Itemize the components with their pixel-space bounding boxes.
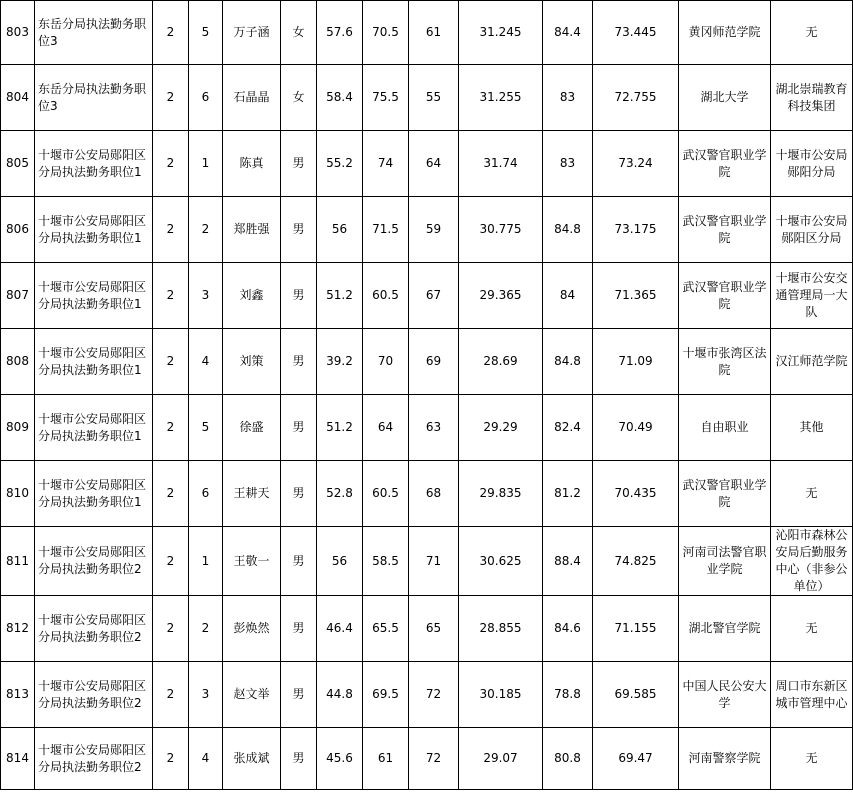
total-score-cell: 71.155 [593,596,679,662]
position-cell: 十堰市公安局郧阳区分局执法勤务职位1 [35,263,153,329]
score-2-cell: 70 [363,329,409,395]
score-1-cell: 44.8 [317,662,363,728]
quota-cell: 2 [153,461,189,527]
name-cell: 石晶晶 [223,65,281,131]
quota-cell: 2 [153,197,189,263]
serial-number-cell: 812 [1,596,35,662]
interview-score-cell: 78.8 [543,662,593,728]
table-row [1,263,853,329]
score-1-cell: 39.2 [317,329,363,395]
position-cell: 十堰市公安局郧阳区分局执法勤务职位1 [35,131,153,197]
total-score-cell: 69.585 [593,662,679,728]
score-2-cell: 60.5 [363,461,409,527]
gender-cell: 男 [281,131,317,197]
serial-number-cell: 811 [1,527,35,596]
total-score-cell: 69.47 [593,728,679,790]
position-cell: 十堰市公安局郧阳区分局执法勤务职位2 [35,527,153,596]
employer-cell: 十堰市公安局郧阳区分局 [771,197,853,263]
gender-cell: 男 [281,461,317,527]
rank-cell: 6 [189,65,223,131]
gender-cell: 女 [281,65,317,131]
rank-cell: 1 [189,131,223,197]
name-cell: 赵文举 [223,662,281,728]
employer-cell: 周口市东新区城市管理中心 [771,662,853,728]
table-row [1,728,853,790]
school-cell: 十堰市张湾区法院 [679,329,771,395]
gender-cell: 男 [281,728,317,790]
school-cell: 河南警察学院 [679,728,771,790]
name-cell: 刘策 [223,329,281,395]
school-cell: 自由职业 [679,395,771,461]
school-cell: 湖北警官学院 [679,596,771,662]
position-cell: 十堰市公安局郧阳区分局执法勤务职位1 [35,329,153,395]
employer-cell: 十堰市公安交通管理局一大队 [771,263,853,329]
serial-number-cell: 814 [1,728,35,790]
score-1-cell: 56 [317,527,363,596]
position-cell: 十堰市公安局郧阳区分局执法勤务职位2 [35,596,153,662]
quota-cell: 2 [153,596,189,662]
name-cell: 徐盛 [223,395,281,461]
interview-score-cell: 81.2 [543,461,593,527]
total-score-cell: 70.435 [593,461,679,527]
serial-number-cell: 806 [1,197,35,263]
score-3-cell: 72 [409,728,459,790]
score-2-cell: 69.5 [363,662,409,728]
rank-cell: 3 [189,662,223,728]
written-score-cell: 29.835 [459,461,543,527]
serial-number-cell: 803 [1,1,35,65]
position-cell: 十堰市公安局郧阳区分局执法勤务职位2 [35,662,153,728]
score-3-cell: 64 [409,131,459,197]
table-body [1,1,853,790]
table-row [1,65,853,131]
interview-score-cell: 84.8 [543,197,593,263]
school-cell: 湖北大学 [679,65,771,131]
employer-cell: 其他 [771,395,853,461]
written-score-cell: 31.74 [459,131,543,197]
quota-cell: 2 [153,131,189,197]
rank-cell: 2 [189,197,223,263]
score-3-cell: 63 [409,395,459,461]
school-cell: 中国人民公安大学 [679,662,771,728]
interview-score-cell: 84.4 [543,1,593,65]
interview-score-cell: 83 [543,131,593,197]
score-1-cell: 52.8 [317,461,363,527]
written-score-cell: 29.29 [459,395,543,461]
score-3-cell: 72 [409,662,459,728]
employer-cell: 无 [771,461,853,527]
table-row [1,662,853,728]
serial-number-cell: 804 [1,65,35,131]
school-cell: 武汉警官职业学院 [679,461,771,527]
interview-score-cell: 83 [543,65,593,131]
interview-score-cell: 82.4 [543,395,593,461]
written-score-cell: 29.07 [459,728,543,790]
total-score-cell: 73.445 [593,1,679,65]
score-3-cell: 69 [409,329,459,395]
score-2-cell: 75.5 [363,65,409,131]
score-2-cell: 65.5 [363,596,409,662]
quota-cell: 2 [153,263,189,329]
written-score-cell: 31.255 [459,65,543,131]
interview-score-cell: 80.8 [543,728,593,790]
quota-cell: 2 [153,527,189,596]
interview-score-cell: 88.4 [543,527,593,596]
interview-score-cell: 84.6 [543,596,593,662]
score-3-cell: 61 [409,1,459,65]
employer-cell: 十堰市公安局郧阳分局 [771,131,853,197]
score-1-cell: 57.6 [317,1,363,65]
score-1-cell: 46.4 [317,596,363,662]
name-cell: 郑胜强 [223,197,281,263]
table-row [1,596,853,662]
interview-score-cell: 84 [543,263,593,329]
table-row [1,527,853,596]
score-2-cell: 74 [363,131,409,197]
written-score-cell: 30.775 [459,197,543,263]
gender-cell: 男 [281,197,317,263]
position-cell: 十堰市公安局郧阳区分局执法勤务职位1 [35,395,153,461]
score-3-cell: 59 [409,197,459,263]
score-2-cell: 64 [363,395,409,461]
employer-cell: 汉江师范学院 [771,329,853,395]
rank-cell: 4 [189,728,223,790]
name-cell: 王敬一 [223,527,281,596]
score-2-cell: 58.5 [363,527,409,596]
rank-cell: 1 [189,527,223,596]
position-cell: 东岳分局执法勤务职位3 [35,65,153,131]
rank-cell: 3 [189,263,223,329]
position-cell: 东岳分局执法勤务职位3 [35,1,153,65]
employer-cell: 湖北崇瑞教育科技集团 [771,65,853,131]
interview-score-cell: 84.8 [543,329,593,395]
rank-cell: 4 [189,329,223,395]
score-1-cell: 45.6 [317,728,363,790]
gender-cell: 男 [281,596,317,662]
written-score-cell: 30.185 [459,662,543,728]
position-cell: 十堰市公安局郧阳区分局执法勤务职位1 [35,197,153,263]
gender-cell: 男 [281,395,317,461]
gender-cell: 男 [281,527,317,596]
quota-cell: 2 [153,65,189,131]
school-cell: 武汉警官职业学院 [679,131,771,197]
quota-cell: 2 [153,329,189,395]
employer-cell: 无 [771,728,853,790]
total-score-cell: 72.755 [593,65,679,131]
score-2-cell: 70.5 [363,1,409,65]
written-score-cell: 30.625 [459,527,543,596]
score-3-cell: 68 [409,461,459,527]
quota-cell: 2 [153,662,189,728]
school-cell: 武汉警官职业学院 [679,263,771,329]
rank-cell: 5 [189,1,223,65]
score-2-cell: 61 [363,728,409,790]
school-cell: 武汉警官职业学院 [679,197,771,263]
score-1-cell: 51.2 [317,395,363,461]
gender-cell: 女 [281,1,317,65]
employer-cell: 无 [771,596,853,662]
total-score-cell: 73.175 [593,197,679,263]
score-1-cell: 55.2 [317,131,363,197]
score-1-cell: 58.4 [317,65,363,131]
total-score-cell: 73.24 [593,131,679,197]
name-cell: 王耕天 [223,461,281,527]
quota-cell: 2 [153,395,189,461]
position-cell: 十堰市公安局郧阳区分局执法勤务职位1 [35,461,153,527]
gender-cell: 男 [281,662,317,728]
table-row [1,1,853,65]
employer-cell: 无 [771,1,853,65]
total-score-cell: 74.825 [593,527,679,596]
name-cell: 彭焕然 [223,596,281,662]
written-score-cell: 31.245 [459,1,543,65]
serial-number-cell: 813 [1,662,35,728]
serial-number-cell: 805 [1,131,35,197]
score-2-cell: 71.5 [363,197,409,263]
score-3-cell: 67 [409,263,459,329]
serial-number-cell: 808 [1,329,35,395]
table-row [1,329,853,395]
serial-number-cell: 809 [1,395,35,461]
score-1-cell: 56 [317,197,363,263]
written-score-cell: 29.365 [459,263,543,329]
total-score-cell: 70.49 [593,395,679,461]
gender-cell: 男 [281,263,317,329]
name-cell: 刘鑫 [223,263,281,329]
position-cell: 十堰市公安局郧阳区分局执法勤务职位2 [35,728,153,790]
serial-number-cell: 810 [1,461,35,527]
total-score-cell: 71.365 [593,263,679,329]
score-2-cell: 60.5 [363,263,409,329]
school-cell: 河南司法警官职业学院 [679,527,771,596]
table-row [1,395,853,461]
gender-cell: 男 [281,329,317,395]
score-3-cell: 55 [409,65,459,131]
name-cell: 万子涵 [223,1,281,65]
score-1-cell: 51.2 [317,263,363,329]
score-3-cell: 65 [409,596,459,662]
score-3-cell: 71 [409,527,459,596]
rank-cell: 6 [189,461,223,527]
employer-cell: 沁阳市森林公安局后勤服务中心（非参公单位） [771,527,853,596]
total-score-cell: 71.09 [593,329,679,395]
table-row [1,131,853,197]
table-row [1,461,853,527]
rank-cell: 2 [189,596,223,662]
quota-cell: 2 [153,1,189,65]
quota-cell: 2 [153,728,189,790]
written-score-cell: 28.69 [459,329,543,395]
name-cell: 张成斌 [223,728,281,790]
serial-number-cell: 807 [1,263,35,329]
rank-cell: 5 [189,395,223,461]
table-row [1,197,853,263]
written-score-cell: 28.855 [459,596,543,662]
name-cell: 陈真 [223,131,281,197]
school-cell: 黄冈师范学院 [679,1,771,65]
